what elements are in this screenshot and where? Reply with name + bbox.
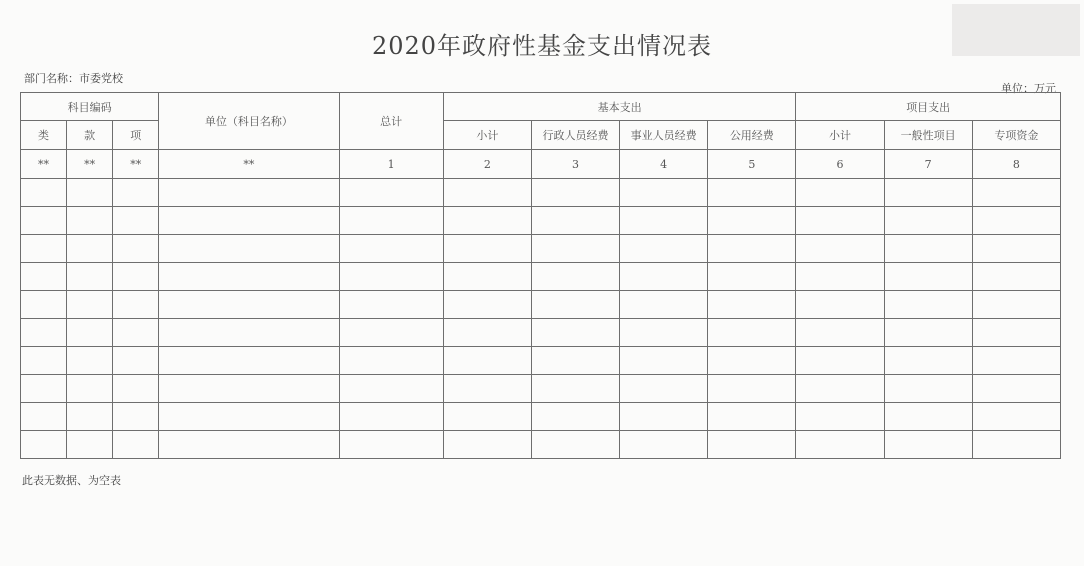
empty-cell [339, 235, 443, 263]
empty-cell [443, 235, 531, 263]
empty-cell [113, 291, 159, 319]
empty-cell [159, 319, 339, 347]
empty-cell [113, 207, 159, 235]
empty-cell [708, 375, 796, 403]
empty-cell [67, 207, 113, 235]
empty-table-note: 此表无数据、为空表 [22, 474, 121, 487]
empty-cell [796, 263, 884, 291]
empty-cell [531, 403, 619, 431]
header-unit-name: 单位（科目名称） [159, 93, 339, 150]
empty-cell [972, 235, 1060, 263]
empty-cell [339, 319, 443, 347]
empty-cell [159, 431, 339, 459]
empty-cell [884, 291, 972, 319]
table-row [21, 347, 1061, 375]
empty-cell [884, 375, 972, 403]
index-cell: 6 [796, 150, 884, 179]
empty-cell [159, 263, 339, 291]
table-row [21, 431, 1061, 459]
table-row [21, 235, 1061, 263]
empty-cell [620, 207, 708, 235]
header-special-funds: 专项资金 [972, 121, 1060, 150]
empty-cell [972, 319, 1060, 347]
empty-cell [67, 347, 113, 375]
empty-cell [620, 263, 708, 291]
fund-expenditure-table [20, 92, 1061, 459]
empty-cell [620, 319, 708, 347]
empty-cell [21, 207, 67, 235]
empty-cell [159, 207, 339, 235]
empty-cell [67, 235, 113, 263]
empty-cell [620, 291, 708, 319]
empty-cell [443, 347, 531, 375]
empty-cell [972, 347, 1060, 375]
empty-cell [708, 179, 796, 207]
empty-cell [884, 207, 972, 235]
header-basic-expenditure: 基本支出 [443, 93, 796, 121]
empty-cell [796, 375, 884, 403]
index-cell: 2 [443, 150, 531, 179]
empty-cell [339, 179, 443, 207]
empty-cell [620, 431, 708, 459]
table-row [21, 207, 1061, 235]
empty-cell [972, 263, 1060, 291]
empty-cell [21, 347, 67, 375]
empty-cell [443, 431, 531, 459]
empty-cell [113, 235, 159, 263]
empty-cell [159, 235, 339, 263]
empty-cell [531, 235, 619, 263]
empty-cell [67, 263, 113, 291]
empty-cell [67, 319, 113, 347]
empty-cell [159, 291, 339, 319]
empty-cell [443, 403, 531, 431]
empty-cell [796, 403, 884, 431]
index-cell: 4 [620, 150, 708, 179]
header-kuan: 款 [67, 121, 113, 150]
unit-label: 单位：万元 [1001, 82, 1056, 95]
empty-cell [339, 263, 443, 291]
empty-cell [21, 235, 67, 263]
empty-cell [113, 431, 159, 459]
empty-cell [620, 375, 708, 403]
index-cell: ** [159, 150, 339, 179]
empty-cell [443, 291, 531, 319]
empty-cell [67, 291, 113, 319]
empty-cell [620, 179, 708, 207]
header-public-funds: 公用经费 [708, 121, 796, 150]
empty-cell [113, 403, 159, 431]
empty-cell [620, 403, 708, 431]
empty-cell [21, 375, 67, 403]
empty-cell [67, 431, 113, 459]
department-label: 部门名称：市委党校 [24, 72, 123, 85]
empty-cell [884, 179, 972, 207]
empty-cell [708, 235, 796, 263]
empty-cell [531, 347, 619, 375]
empty-cell [620, 347, 708, 375]
empty-cell [21, 263, 67, 291]
empty-cell [339, 375, 443, 403]
empty-cell [159, 403, 339, 431]
empty-cell [708, 403, 796, 431]
empty-cell [339, 403, 443, 431]
empty-cell [21, 291, 67, 319]
table-row [21, 179, 1061, 207]
table-row [21, 403, 1061, 431]
header-general-project: 一般性项目 [884, 121, 972, 150]
empty-cell [708, 431, 796, 459]
empty-cell [21, 403, 67, 431]
empty-cell [531, 319, 619, 347]
table-row [21, 291, 1061, 319]
empty-cell [531, 431, 619, 459]
empty-cell [972, 403, 1060, 431]
empty-cell [443, 319, 531, 347]
header-total: 总计 [339, 93, 443, 150]
empty-cell [159, 179, 339, 207]
empty-cell [708, 263, 796, 291]
empty-cell [67, 375, 113, 403]
empty-cell [708, 207, 796, 235]
empty-cell [796, 207, 884, 235]
table-row [21, 375, 1061, 403]
empty-cell [972, 207, 1060, 235]
empty-cell [884, 403, 972, 431]
empty-cell [531, 375, 619, 403]
empty-cell [972, 431, 1060, 459]
empty-cell [620, 235, 708, 263]
header-project-subtotal: 小计 [796, 121, 884, 150]
empty-cell [531, 179, 619, 207]
empty-cell [796, 319, 884, 347]
empty-cell [796, 291, 884, 319]
index-cell: 7 [884, 150, 972, 179]
empty-cell [339, 347, 443, 375]
page-title: 2020年政府性基金支出情况表 [371, 32, 713, 60]
empty-cell [531, 263, 619, 291]
empty-cell [708, 319, 796, 347]
header-lei: 类 [21, 121, 67, 150]
index-cell: ** [21, 150, 67, 179]
header-basic-subtotal: 小计 [443, 121, 531, 150]
table-row [21, 263, 1061, 291]
empty-cell [21, 431, 67, 459]
empty-cell [339, 431, 443, 459]
empty-cell [531, 207, 619, 235]
header-subject-code: 科目编码 [21, 93, 159, 121]
empty-cell [443, 207, 531, 235]
header-xiang: 项 [113, 121, 159, 150]
header-admin-personnel: 行政人员经费 [531, 121, 619, 150]
empty-cell [67, 403, 113, 431]
empty-cell [708, 347, 796, 375]
empty-cell [531, 291, 619, 319]
empty-cell [443, 375, 531, 403]
empty-cell [972, 375, 1060, 403]
table-row [21, 319, 1061, 347]
empty-cell [884, 263, 972, 291]
empty-cell [884, 347, 972, 375]
empty-cell [796, 179, 884, 207]
empty-cell [884, 235, 972, 263]
empty-cell [443, 263, 531, 291]
header-inst-personnel: 事业人员经费 [620, 121, 708, 150]
empty-cell [796, 431, 884, 459]
empty-cell [113, 375, 159, 403]
empty-rows [21, 179, 1061, 459]
empty-cell [972, 179, 1060, 207]
empty-cell [339, 291, 443, 319]
empty-cell [796, 347, 884, 375]
empty-cell [113, 179, 159, 207]
empty-cell [339, 207, 443, 235]
empty-cell [21, 179, 67, 207]
empty-cell [21, 319, 67, 347]
empty-cell [972, 291, 1060, 319]
index-cell: 5 [708, 150, 796, 179]
empty-cell [159, 347, 339, 375]
empty-cell [113, 263, 159, 291]
empty-cell [67, 179, 113, 207]
header-project-expenditure: 项目支出 [796, 93, 1061, 121]
index-cell: 8 [972, 150, 1060, 179]
empty-cell [443, 179, 531, 207]
empty-cell [884, 431, 972, 459]
empty-cell [796, 235, 884, 263]
index-cell: 1 [339, 150, 443, 179]
index-cell: ** [67, 150, 113, 179]
empty-cell [113, 347, 159, 375]
index-cell: 3 [531, 150, 619, 179]
empty-cell [113, 319, 159, 347]
empty-cell [708, 291, 796, 319]
empty-cell [884, 319, 972, 347]
index-cell: ** [113, 150, 159, 179]
empty-cell [159, 375, 339, 403]
